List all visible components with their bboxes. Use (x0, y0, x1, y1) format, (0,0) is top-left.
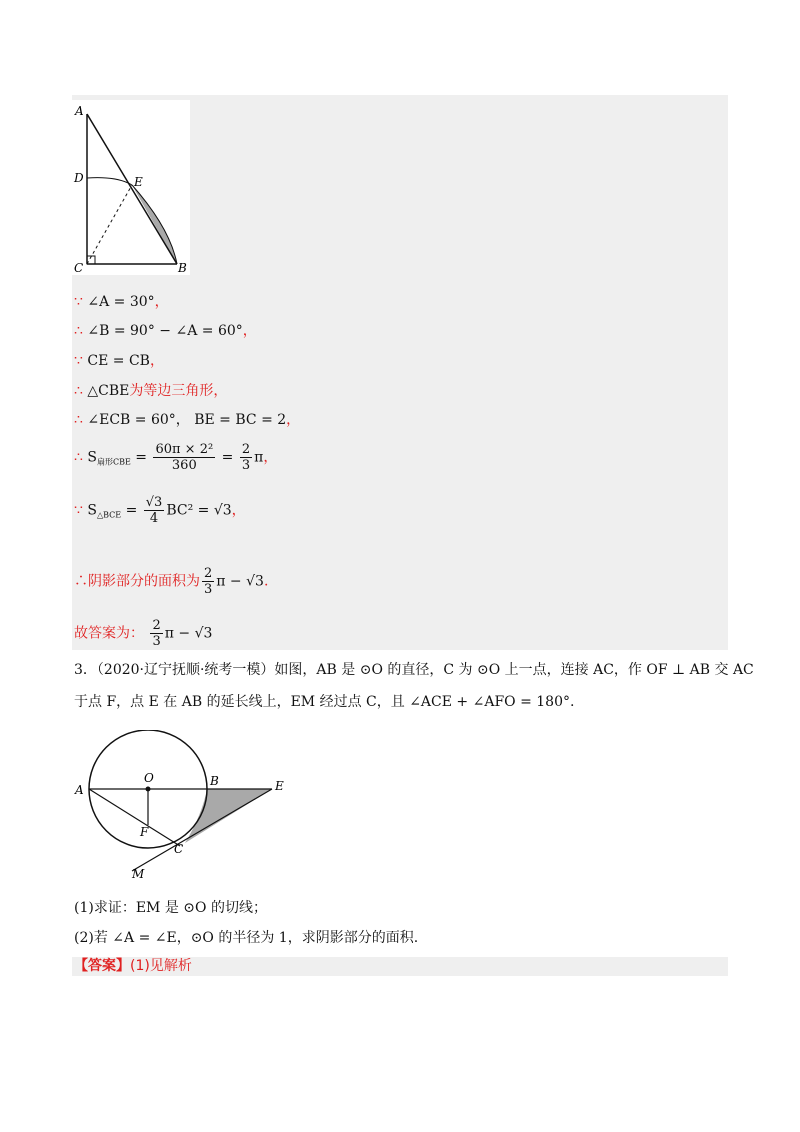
answer-label: 【答案】 (74, 958, 130, 974)
solution-line-3: ∵ CE = CB， (74, 353, 164, 369)
solution-line-8: ∴阴影部分的面积为 $\frac{2}{3}$ π − √3. (74, 566, 269, 597)
problem-line-2: 于点 F，点 E 在 AB 的延长线上，EM 经过点 C，且 ∠ACE + ∠AFO = 180°. (74, 694, 575, 710)
figure-triangle-sector (72, 100, 190, 275)
label-F: F (140, 825, 149, 839)
label-O: O (144, 771, 154, 785)
solution-line-7: ∵ $S_{\triangle BCE}$ = $\frac{√3}{4}$ BC² = √3， (74, 495, 246, 526)
label-B: B (178, 261, 187, 275)
label-D: D (74, 171, 84, 185)
answer-value: (1)见解析 (130, 958, 192, 974)
solution-line-6: ∴ $S_{扇形CBE}$ = $\frac{\text{60π × 2²}}{360}$ = $\frac{2}{3}$ π， (74, 442, 278, 473)
answer-bar (72, 957, 728, 976)
question-1: (1)求证：EM 是 ⊙O 的切线； (74, 900, 267, 916)
solution-line-9: 故答案为： $\frac{2}{3}$ π − √3 (74, 618, 213, 649)
label-C: C (74, 261, 84, 275)
solution-line-4: ∴ △CBE为等边三角形， (74, 383, 228, 399)
label-B2: B (210, 774, 219, 788)
label-A: A (75, 104, 84, 118)
problem-line-1: 3．（2020·辽宁抚顺·统考一模）如图，AB 是 ⊙O 的直径，C 为 ⊙O 上一点，连接 AC，作 OF ⊥ AB 交 AC (74, 662, 754, 678)
question-2: (2)若 ∠A = ∠E，⊙O 的半径为 1，求阴影部分的面积. (74, 930, 419, 946)
label-C2: C (174, 842, 184, 856)
solution-line-2: ∴ ∠B = 90° − ∠A = 60°， (74, 323, 257, 339)
solution-line-5: ∴ ∠ECB = 60°， BE = BC = 2， (74, 412, 301, 428)
label-E: E (134, 175, 143, 189)
label-A2: A (75, 783, 84, 797)
label-E2: E (275, 779, 284, 793)
label-M: M (132, 867, 145, 880)
solution-line-1: ∵ ∠A = 30°， (74, 294, 169, 310)
figure-circle-tangent (72, 730, 292, 880)
